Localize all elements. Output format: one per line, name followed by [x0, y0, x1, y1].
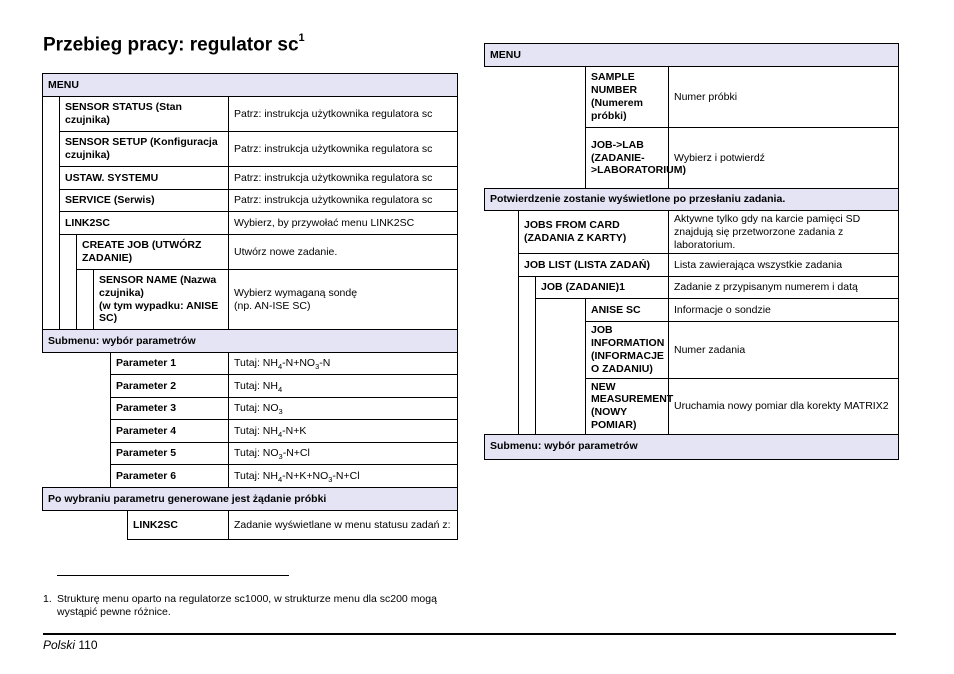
footnote-divider [57, 575, 289, 576]
table-row [485, 128, 899, 189]
service-label: SERVICE (Serwis) [60, 190, 229, 212]
sample-number-label: SAMPLE NUMBER (Numerem próbki) [586, 67, 669, 128]
formula-text: NH [262, 424, 278, 437]
sensor-status-desc: Patrz: instrukcja użytkownika regulatora sc [229, 97, 458, 132]
parameter-row [43, 465, 458, 488]
formula-subscript: 3 [328, 474, 333, 484]
parameter-row [43, 443, 458, 465]
formula-subscript: 4 [277, 362, 283, 372]
job-information-desc: Numer zadania [669, 322, 899, 378]
table-row [43, 235, 458, 270]
formula-text: -N+K [282, 424, 307, 437]
table-row [43, 511, 458, 540]
parameter-label: Parameter 1 [111, 353, 229, 375]
table-row [43, 167, 458, 190]
page-title: Przebieg pracy: regulator $sc^1$ [43, 32, 305, 56]
formula-text: -N+NO [282, 357, 316, 370]
formula-text: -N+K+NO [282, 469, 329, 482]
sensor-name-label-line1: SENSOR NAME (Nazwa czujnika) [99, 273, 217, 299]
title-footnote-marker: 1 [298, 32, 305, 44]
left-menu-table [42, 73, 458, 540]
parameter-label: Parameter 6 [111, 465, 229, 488]
parameter-label: Parameter 2 [111, 375, 229, 398]
menu-header-row [485, 44, 899, 67]
job-zadanie-label: JOB (ZADANIE)1 [536, 277, 669, 299]
table-row [43, 97, 458, 132]
confirm-header: Potwierdzenie zostanie wyświetlone po przesłaniu zadania. [485, 189, 899, 211]
new-measurement-desc: Uruchamia nowy pomiar dla korekty MATRIX2 [669, 378, 899, 434]
link2sc-desc: Wybierz, by przywołać menu LINK2SC [229, 212, 458, 235]
parameter-label: Parameter 5 [111, 443, 229, 465]
sensor-name-desc [229, 270, 458, 330]
table-row [485, 67, 899, 128]
parameter-label: Parameter 3 [111, 398, 229, 420]
formula-subscript: 3 [278, 452, 283, 462]
page-number: 110 [78, 638, 98, 652]
formula-subscript: 4 [277, 384, 283, 394]
job-lab-desc: Wybierz i potwierdź [669, 128, 899, 189]
formula-subscript: 4 [277, 474, 283, 484]
confirm-header-row [485, 189, 899, 211]
table-row [485, 211, 899, 254]
parameter-prefix: Tutaj: [234, 379, 263, 392]
table-row [43, 190, 458, 212]
job-list-desc: Lista zawierająca wszystkie zadania [669, 254, 899, 277]
page-footer [43, 638, 98, 652]
submenu-header: Submenu: wybór parametrów [43, 330, 458, 353]
parameter-prefix: Tutaj: [234, 447, 263, 460]
footer-divider [43, 633, 896, 635]
sensor-name-label-line2: (w tym wypadku: ANISE SC) [99, 299, 219, 325]
parameter-value [229, 443, 458, 465]
parameter-prefix: Tutaj: [234, 402, 263, 415]
formula-text: NO [262, 402, 279, 415]
footer-language: Polski [43, 638, 76, 652]
footnote-text: Strukturę menu oparto na regulatorze sc1000, w strukturze menu dla sc200 mogą wystąpić pewne różnice. [57, 593, 437, 618]
parameter-value [229, 353, 458, 375]
jobs-from-card-desc: Aktywne tylko gdy na karcie pamięci SD znajdują się przetworzone zadania z laboratorium. [669, 211, 899, 254]
table-row [485, 299, 899, 322]
create-job-label: CREATE JOB (UTWÓRZ ZADANIE) [77, 235, 229, 270]
sensor-name-desc-line2: (np. AN-ISE SC) [234, 299, 311, 312]
parameter-value [229, 375, 458, 398]
formula-text: NH [262, 357, 278, 370]
link2sc-request-label: LINK2SC [128, 511, 229, 540]
sensor-name-label [94, 270, 229, 330]
job-list-label: JOB LIST (LISTA ZADAŃ) [519, 254, 669, 277]
link2sc-label: LINK2SC [60, 212, 229, 235]
table-row [485, 378, 899, 434]
table-row [485, 322, 899, 378]
formula-text: -N [319, 357, 331, 370]
submenu-header: Submenu: wybór parametrów [485, 434, 899, 459]
sensor-setup-label: SENSOR SETUP (Konfiguracja czujnika) [60, 132, 229, 167]
submenu-header-row [43, 330, 458, 353]
sensor-setup-desc: Patrz: instrukcja użytkownika regulatora sc [229, 132, 458, 167]
jobs-from-card-label: JOBS FROM CARD (ZADANIA Z KARTY) [519, 211, 669, 254]
menu-header: MENU [485, 44, 899, 67]
formula-text: -N+Cl [332, 469, 360, 482]
parameter-prefix: Tutaj: [234, 469, 263, 482]
anise-sc-desc: Informacje o sondzie [669, 299, 899, 322]
parameter-row [43, 375, 458, 398]
job-lab-label: JOB->LAB (ZADANIE->LABORATORIUM) [586, 128, 669, 189]
table-row [485, 277, 899, 299]
formula-subscript: 3 [315, 362, 320, 372]
link2sc-request-desc: Zadanie wyświetlane w menu statusu zadań z: [229, 511, 458, 540]
sensor-name-desc-line1: Wybierz wymaganą sondę [234, 286, 358, 299]
service-desc: Patrz: instrukcja użytkownika regulatora sc [229, 190, 458, 212]
parameter-row [43, 353, 458, 375]
job-information-label: JOB INFORMATION (INFORMACJE O ZADANIU) [586, 322, 669, 378]
parameter-value [229, 465, 458, 488]
parameter-row [43, 398, 458, 420]
anise-sc-label: ANISE SC [586, 299, 669, 322]
request-header-row [43, 488, 458, 511]
ustaw-systemu-desc: Patrz: instrukcja użytkownika regulatora sc [229, 167, 458, 190]
formula-subscript: 4 [277, 429, 283, 439]
parameter-prefix: Tutaj: [234, 357, 263, 370]
table-row [43, 270, 458, 330]
table-row [43, 132, 458, 167]
parameter-value [229, 420, 458, 443]
table-row [485, 254, 899, 277]
parameter-label: Parameter 4 [111, 420, 229, 443]
menu-header: MENU [43, 74, 458, 97]
formula-text: -N+Cl [282, 447, 310, 460]
parameter-value [229, 398, 458, 420]
sensor-status-label: SENSOR STATUS (Stan czujnika) [60, 97, 229, 132]
create-job-desc: Utwórz nowe zadanie. [229, 235, 458, 270]
menu-header-row [43, 74, 458, 97]
formula-subscript: 3 [278, 407, 283, 417]
submenu-header-row [485, 434, 899, 459]
formula-text: NO [262, 447, 279, 460]
formula-text: NH [262, 469, 278, 482]
job-zadanie-desc: Zadanie z przypisanym numerem i datą [669, 277, 899, 299]
footnote [43, 593, 463, 618]
right-menu-table [484, 43, 899, 460]
request-header: Po wybraniu parametru generowane jest żądanie próbki [43, 488, 458, 511]
parameter-prefix: Tutaj: [234, 424, 263, 437]
table-row [43, 212, 458, 235]
ustaw-systemu-label: USTAW. SYSTEMU [60, 167, 229, 190]
sample-number-desc: Numer próbki [669, 67, 899, 128]
new-measurement-label: NEW MEASUREMENT (NOWY POMIAR) [586, 378, 669, 434]
formula-text: NH [262, 379, 278, 392]
parameter-row [43, 420, 458, 443]
footnote-number: 1. [43, 593, 52, 605]
